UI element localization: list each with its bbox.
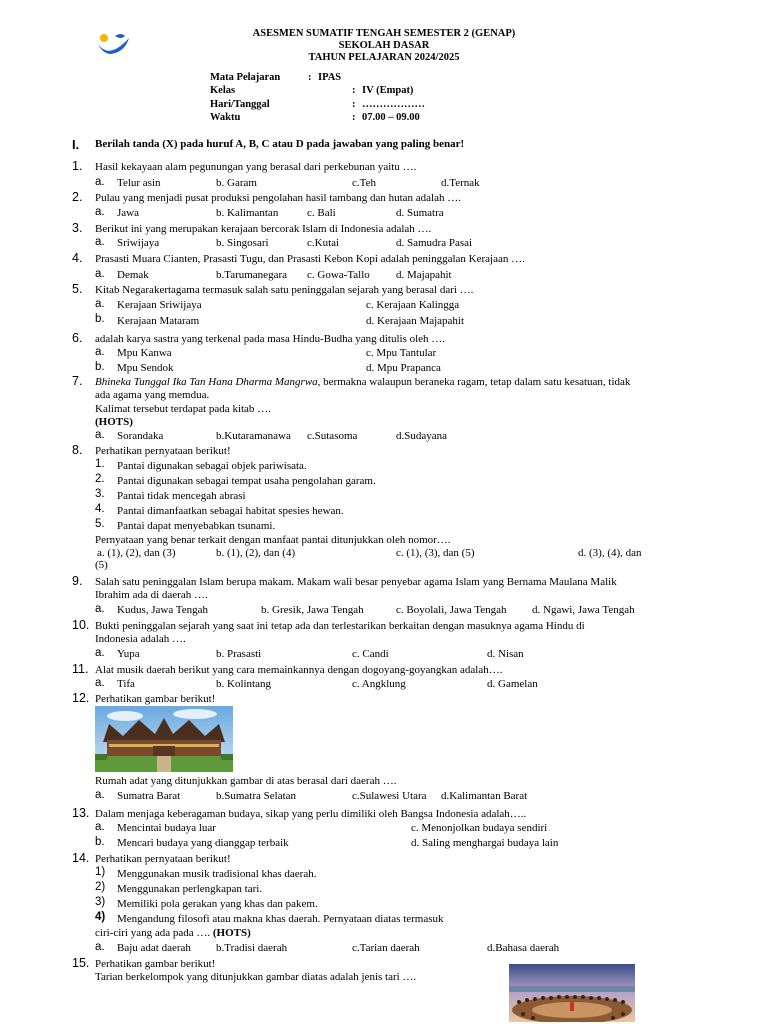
- q8-number: 8.: [72, 443, 83, 457]
- q5-option-a[interactable]: Kerajaan Sriwijaya: [117, 299, 202, 311]
- q12-option-d[interactable]: d.Kalimantan Barat: [441, 790, 528, 802]
- q11-number: 11.: [72, 662, 89, 676]
- q8-item-number: 5.: [95, 518, 105, 530]
- q10-option-b[interactable]: b. Prasasti: [216, 648, 262, 660]
- q1-option-b[interactable]: b. Garam: [216, 177, 257, 189]
- q12-text: Perhatikan gambar berikut!: [95, 693, 216, 705]
- q12-after-text: Rumah adat yang ditunjukkan gambar di atas berasal dari daerah ….: [95, 775, 397, 787]
- q12-number: 12.: [72, 691, 90, 705]
- q12-option-c[interactable]: c.Sulawesi Utara: [352, 790, 427, 802]
- q3-text: Berikut ini yang merupakan kerajaan bercorak Islam di Indonesia adalah ….: [95, 223, 432, 235]
- q6-number: 6.: [72, 331, 83, 345]
- q7-text-rest: , bermakna walaupun beraneka ragam, tetap dalam satu kesatuan, tidak: [317, 376, 631, 388]
- q9-option-b[interactable]: b. Gresik, Jawa Tengah: [261, 604, 364, 616]
- q10-option-c[interactable]: c. Candi: [352, 648, 389, 660]
- q2-number: 2.: [72, 190, 83, 204]
- q14-number: 14.: [72, 851, 90, 865]
- q11-text: Alat musik daerah berikut yang cara memainkannya dengan dogoyang-goyangkan adalah….: [95, 664, 503, 676]
- q3-option-a-letter: a.: [95, 236, 105, 248]
- academic-year: TAHUN PELAJARAN 2024/2025: [308, 52, 460, 63]
- q8-option-d[interactable]: d. (3), (4), dan: [578, 547, 642, 559]
- q13-text: Dalam menjaga keberagaman budaya, sikap yang perlu dimiliki oleh Bangsa Indonesia adalah…..: [95, 808, 527, 820]
- q9-number: 9.: [72, 574, 83, 588]
- exam-title: ASESMEN SUMATIF TENGAH SEMESTER 2 (GENAP): [252, 28, 516, 39]
- q13-option-a-letter: a.: [95, 821, 105, 833]
- q10-number: 10.: [72, 618, 90, 632]
- q13-number: 13.: [72, 806, 90, 820]
- q5-option-b[interactable]: Kerajaan Mataram: [117, 315, 200, 327]
- class-value: IV (Empat): [362, 85, 414, 96]
- q11-option-d[interactable]: d. Gamelan: [487, 678, 538, 690]
- q8-item-number: 3.: [95, 488, 105, 500]
- q10-text-line2: Indonesia adalah ….: [95, 633, 186, 645]
- q15-number: 15.: [72, 956, 90, 970]
- q13-option-b[interactable]: Mencari budaya yang dianggap terbaik: [117, 837, 289, 849]
- q10-text: Bukti peninggalan sejarah yang saat ini tetap ada dan terlestarikan berkaitan dengan masuknya agama Hindu di: [95, 620, 585, 632]
- q8-option-b[interactable]: b. (1), (2), dan (4): [216, 547, 296, 559]
- q3-option-a[interactable]: Sriwijaya: [117, 237, 160, 249]
- q3-option-b[interactable]: b. Singosari: [216, 237, 269, 249]
- q7-option-c[interactable]: c.Sutasoma: [307, 430, 358, 442]
- q14-item-text: Menggunakan musik tradisional khas daerah.: [117, 868, 317, 880]
- q9-text-line2: Ibrahim ada di daerah ….: [95, 589, 208, 601]
- q4-text: Prasasti Muara Cianten, Prasasti Tugu, dan Prasasti Kebon Kopi adalah peninggalan Kerajaan ….: [95, 253, 525, 265]
- q6-option-a[interactable]: Mpu Kanwa: [117, 347, 172, 359]
- subject-value: IPAS: [318, 72, 342, 83]
- school-level: SEKOLAH DASAR: [338, 40, 430, 51]
- q9-option-c[interactable]: c. Boyolali, Jawa Tengah: [396, 604, 507, 616]
- q9-text: Salah satu peninggalan Islam berupa makam. Makam wali besar penyebar agama Islam yang Bernama Maulana Malik: [95, 576, 617, 588]
- date-value: ………………: [362, 99, 425, 110]
- q5-text: Kitab Negarakertagama termasuk salah satu peninggalan sejarah yang berasal dari ….: [95, 284, 474, 296]
- class-sep: :: [352, 85, 356, 96]
- time-value: 07.00 – 09.00: [362, 112, 420, 123]
- q13-option-a[interactable]: Mencintai budaya luar: [117, 822, 216, 834]
- q8-item-text: Pantai dimanfaatkan sebagai habitat spesies hewan.: [117, 505, 344, 517]
- q14-option-a-letter: a.: [95, 941, 105, 953]
- q10-option-d[interactable]: d. Nisan: [487, 648, 524, 660]
- q8-text: Perhatikan pernyataan berikut!: [95, 445, 231, 457]
- q1-option-a-letter: a.: [95, 176, 105, 188]
- q3-option-d[interactable]: d. Samudra Pasai: [396, 237, 473, 249]
- q4-option-b[interactable]: b.Tarumanegara: [216, 269, 287, 281]
- q14-item-text: Menggunakan perlengkapan tari.: [117, 883, 263, 895]
- q7-text-line3: Kalimat tersebut terdapat pada kitab ….: [95, 403, 271, 415]
- q7-hots: (HOTS): [95, 416, 133, 428]
- q11-option-a[interactable]: Tifa: [117, 678, 135, 690]
- time-label: Waktu: [210, 112, 241, 123]
- q12-option-b[interactable]: b.Sumatra Selatan: [216, 790, 297, 802]
- q1-number: 1.: [72, 159, 83, 173]
- q4-option-a[interactable]: Demak: [117, 269, 149, 281]
- q5-option-c[interactable]: c. Kerajaan Kalingga: [366, 299, 460, 311]
- q7-text-line2: ada agama yang memdua.: [95, 389, 210, 401]
- q4-number: 4.: [72, 251, 83, 265]
- q14-item-text: Mengandung filosofi atau makna khas daerah. Pernyataan diatas termasuk: [117, 913, 444, 925]
- q14-item-number: 2): [95, 881, 106, 893]
- q2-text: Pulau yang menjadi pusat produksi pengolahan hasil tambang dan hutan adalah ….: [95, 192, 461, 204]
- date-label: Hari/Tanggal: [210, 99, 270, 110]
- q13-option-d[interactable]: d. Saling menghargai budaya lain: [411, 837, 559, 849]
- q9-option-a-letter: a.: [95, 603, 105, 615]
- q7-option-a[interactable]: Sorandaka: [117, 430, 164, 442]
- q4-option-c[interactable]: c. Gowa-Tallo: [307, 269, 370, 281]
- q8-item-number: 1.: [95, 458, 105, 470]
- q7-quote: Bhineka Tunggal Ika Tan Hana Dharma Mangrwa: [95, 376, 318, 388]
- q14-item-number: 4): [95, 911, 106, 923]
- q8-item-text: Pantai digunakan sebagai tempat usaha pengolahan garam.: [117, 475, 376, 487]
- q14-item-text: Memiliki pola gerakan yang khas dan pakem.: [117, 898, 318, 910]
- q8-after-text: Pernyataan yang benar terkait dengan manfaat pantai ditunjukkan oleh nomor….: [95, 534, 451, 546]
- q8-item-text: Pantai tidak mencegah abrasi: [117, 490, 246, 502]
- q10-option-a[interactable]: Yupa: [117, 648, 140, 660]
- section-number: I.: [72, 137, 80, 152]
- q13-option-b-letter: b.: [95, 836, 105, 848]
- q3-option-c[interactable]: c.Kutai: [307, 237, 340, 249]
- q2-option-a[interactable]: Jawa: [117, 207, 139, 219]
- q4-option-d[interactable]: d. Majapahit: [396, 269, 452, 281]
- q7-option-a-letter: a.: [95, 429, 105, 441]
- q14-item-number: 3): [95, 896, 106, 908]
- q1-text: Hasil kekayaan alam pegunungan yang berasal dari perkebunan yaitu ….: [95, 161, 417, 173]
- q9-option-d[interactable]: d. Ngawi, Jawa Tengah: [532, 604, 635, 616]
- q2-option-a-letter: a.: [95, 206, 105, 218]
- class-label: Kelas: [210, 85, 236, 96]
- q14-cont: [95, 927, 251, 939]
- q8-item-text: Pantai dapat menyebabkan tsunami.: [117, 520, 276, 532]
- date-sep: :: [352, 99, 356, 110]
- q8-item-text: Pantai digunakan sebagai objek pariwisata.: [117, 460, 307, 472]
- q2-option-d[interactable]: d. Sumatra: [396, 207, 444, 219]
- q14-option-d[interactable]: d.Bahasa daerah: [487, 942, 560, 954]
- q11-option-c[interactable]: c. Angklung: [352, 678, 406, 690]
- q6-option-c[interactable]: c. Mpu Tantular: [366, 347, 437, 359]
- q7-option-b[interactable]: b.Kutaramanawa: [216, 430, 291, 442]
- q13-option-c[interactable]: c. Menonjolkan budaya sendiri: [411, 822, 548, 834]
- subject-label: Mata Pelajaran: [210, 72, 281, 83]
- q7-option-d[interactable]: d.Sudayana: [396, 430, 448, 442]
- q5-option-a-letter: a.: [95, 298, 105, 310]
- q2-option-b[interactable]: b. Kalimantan: [216, 207, 279, 219]
- q12-option-a[interactable]: Sumatra Barat: [117, 790, 181, 802]
- q8-item-number: 2.: [95, 473, 105, 485]
- q8-item-number: 4.: [95, 503, 105, 515]
- q14-option-b[interactable]: b.Tradisi daerah: [216, 942, 288, 954]
- q6-option-b[interactable]: Mpu Sendok: [117, 362, 174, 374]
- q1-option-c[interactable]: c.Teh: [352, 177, 376, 189]
- q11-option-a-letter: a.: [95, 677, 105, 689]
- q8-option-d-cont: (5): [95, 559, 108, 571]
- q1-option-a[interactable]: Telur asin: [117, 177, 161, 189]
- q12-option-a-letter: a.: [95, 789, 105, 801]
- rumah-gadang-image: [95, 706, 233, 772]
- q8-option-c[interactable]: c. (1), (3), dan (5): [396, 547, 475, 559]
- q9-option-a[interactable]: Kudus, Jawa Tengah: [117, 604, 208, 616]
- q14-text: Perhatikan pernyataan berikut!: [95, 853, 231, 865]
- q6-option-d[interactable]: d. Mpu Prapanca: [366, 362, 441, 374]
- section-instruction: Berilah tanda (X) pada huruf A, B, C atau D pada jawaban yang paling benar!: [95, 138, 465, 150]
- q5-number: 5.: [72, 282, 83, 296]
- q14-option-c[interactable]: c.Tarian daerah: [352, 942, 420, 954]
- q14-hots: (HOTS): [212, 927, 251, 939]
- q1-option-d[interactable]: d.Ternak: [441, 177, 480, 189]
- q5-option-b-letter: b.: [95, 313, 105, 325]
- q8-option-a[interactable]: a. (1), (2), dan (3): [97, 547, 176, 559]
- q14-cont-text: ciri-ciri yang ada pada ….: [95, 927, 211, 939]
- q15-text-line2: Tarian berkelompok yang ditunjukkan gambar diatas adalah jenis tari ….: [95, 971, 417, 983]
- q7-text: [95, 376, 630, 388]
- subject-sep: :: [308, 72, 312, 83]
- q2-option-c[interactable]: c. Bali: [307, 207, 336, 219]
- q6-text: adalah karya sastra yang terkenal pada masa Hindu-Budha yang ditulis oleh ….: [95, 333, 446, 345]
- q7-number: 7.: [72, 374, 83, 388]
- q14-option-a[interactable]: Baju adat daerah: [117, 942, 191, 954]
- q6-option-a-letter: a.: [95, 346, 105, 358]
- kecak-dance-image: [509, 964, 635, 1022]
- time-sep: :: [352, 112, 356, 123]
- q4-option-a-letter: a.: [95, 268, 105, 280]
- q10-option-a-letter: a.: [95, 647, 105, 659]
- q6-option-b-letter: b.: [95, 361, 105, 373]
- q3-number: 3.: [72, 221, 83, 235]
- q14-item-number: 1): [95, 866, 106, 878]
- q15-text: Perhatikan gambar berikut!: [95, 958, 216, 970]
- q5-option-d[interactable]: d. Kerajaan Majapahit: [366, 315, 465, 327]
- q11-option-b[interactable]: b. Kolintang: [216, 678, 271, 690]
